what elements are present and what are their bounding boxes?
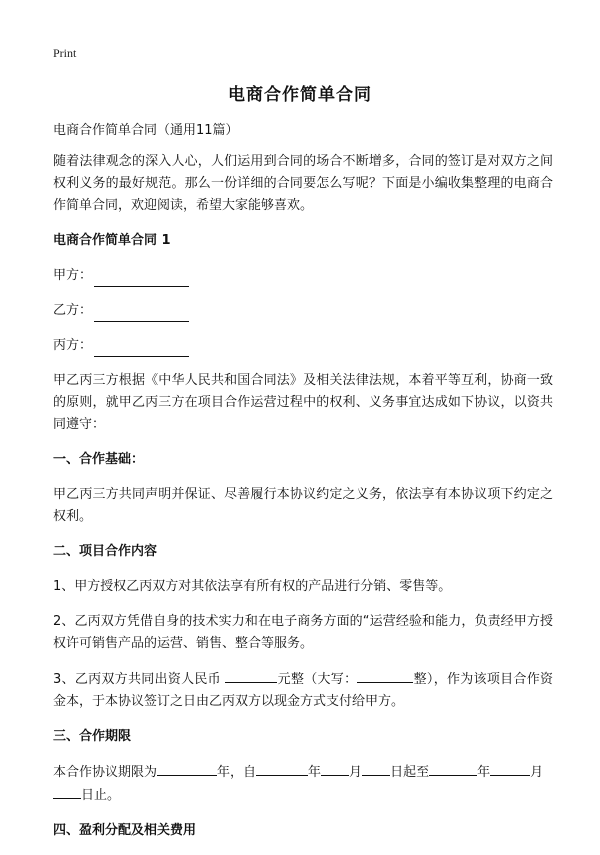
section-2-item-1: 1、甲方授权乙丙双方对其依法享有所有权的产品进行分销、零售等。 <box>53 579 452 594</box>
section-2-item-2: 2、乙丙双方凭借自身的技术实力和在电子商务方面的“运营经验和能力，负责经甲方授权许可销售产品的运营、销售、整合等服务。 <box>53 614 553 651</box>
term-month2-label: 月 <box>530 765 544 780</box>
party-c-row <box>53 335 553 357</box>
start-day-blank <box>362 761 390 776</box>
party-b-row <box>53 300 553 322</box>
section-1-text: 甲乙丙三方共同声明并保证、尽善履行本协议约定之义务，依法享有本协议项下约定之权利。 <box>53 487 553 524</box>
section-1-title: 一、合作基础： <box>53 452 145 467</box>
print-link[interactable]: Print <box>53 46 77 60</box>
term-paragraph <box>53 761 553 807</box>
term-day-from-label: 日起至 <box>390 765 430 780</box>
end-month-blank <box>490 761 530 776</box>
term-month-label: 月 <box>349 765 363 780</box>
party-a-blank <box>94 270 189 287</box>
term-year2-label: 年 <box>308 765 322 780</box>
start-year-blank <box>256 761 308 776</box>
section-2-item-3 <box>53 668 553 713</box>
party-c-label: 丙方： <box>53 338 93 353</box>
item-3-part-1: 3、乙丙双方共同出资人民币 <box>53 672 226 687</box>
amount-uppercase-blank <box>357 668 413 683</box>
party-b-blank <box>94 305 189 322</box>
party-a-label: 甲方： <box>53 268 93 283</box>
term-year3-label: 年 <box>477 765 491 780</box>
contract-title: 电商合作简单合同 1 <box>53 233 171 248</box>
start-month-blank <box>321 761 349 776</box>
item-3-part-2: 元整（大写： <box>277 672 358 687</box>
end-day-blank <box>53 784 81 799</box>
document-title: 电商合作简单合同 <box>228 85 372 105</box>
preamble-paragraph: 甲乙丙三方根据《中华人民共和国合同法》及相关法律法规，本着平等互利，协商一致的原则，就甲乙丙三方在项目合作运营过程中的权利、义务事宜达成如下协议，以资共同遵守： <box>53 373 553 432</box>
amount-blank <box>225 668 277 683</box>
document-subtitle: 电商合作简单合同（通用11篇） <box>53 123 239 138</box>
term-day-end-label: 日止。 <box>81 788 121 803</box>
party-c-blank <box>94 340 189 357</box>
intro-paragraph: 随着法律观念的深入人心，人们运用到合同的场合不断增多，合同的签订是对双方之间权利义务的最好规范。那么一份详细的合同要怎么写呢？下面是小编收集整理的电商合作简单合同，欢迎阅读，希望大家能够喜欢。 <box>53 154 553 213</box>
party-b-label: 乙方： <box>53 303 93 318</box>
term-part-1: 本合作协议期限为 <box>53 765 158 780</box>
section-4-title: 四、盈利分配及相关费用 <box>53 823 197 838</box>
end-year-blank <box>429 761 477 776</box>
section-3-title: 三、合作期限 <box>53 729 132 744</box>
term-year-label: 年，自 <box>217 765 257 780</box>
party-a-row <box>53 265 553 287</box>
term-length-blank <box>157 761 217 776</box>
section-2-title: 二、项目合作内容 <box>53 544 158 559</box>
document-body <box>53 120 553 855</box>
item-3-part-3: 整），作为该项目合作资金本，于本协议签订之日由乙丙双方以现金方式支付给甲方。 <box>53 672 553 709</box>
